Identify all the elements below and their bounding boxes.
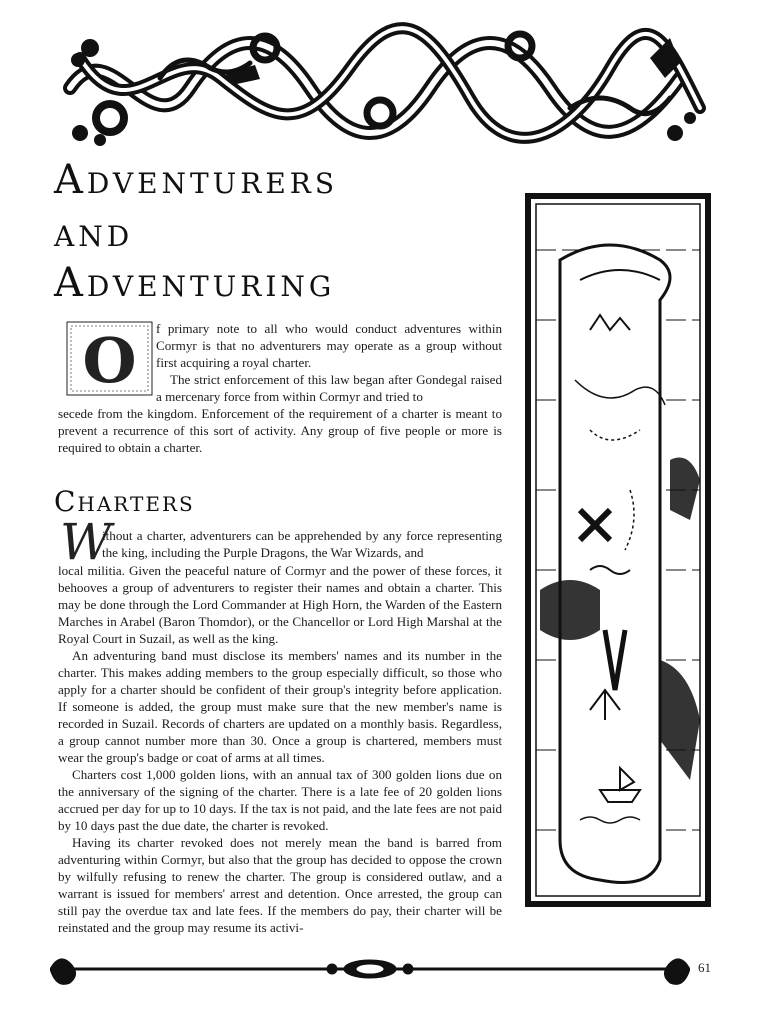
page-title-line-2: and	[54, 210, 134, 256]
intro-paragraph-1: f primary note to all who would conduct adventures within Cormyr is that no adventurers may operate as a group without first acquiring a royal charter.	[156, 321, 502, 370]
intro-paragraph-2-start: The strict enforcement of this law began after Gondegal raised a mercenary force from within Cormyr and tried to	[156, 372, 502, 404]
page-number: 61	[698, 960, 711, 975]
drop-cap-letter: O	[82, 324, 137, 397]
celtic-knot-banner	[50, 18, 718, 148]
drop-cap-w: W	[60, 513, 112, 571]
page-title-line-3: Adventuring	[54, 260, 336, 306]
illuminated-letter-icon	[65, 320, 154, 397]
intro-paragraph-2-end: secede from the kingdom. Enforcement of the requirement of a charter is meant to prevent a recurrence of this sort of activity. Any group of five people or more is required to obtain a charter.	[58, 406, 502, 455]
drop-cap-o	[65, 320, 154, 397]
scroll-map-illustration	[520, 190, 720, 910]
charters-paragraph-3: Charters cost 1,000 golden lions, with an annual tax of 300 golden lions due on the anniversary of the signing of the charter. There is a late fee of 20 golden lions accrued per day for up to 10 days. If the tax is not paid, and the late fees are not paid by 10 days past the due date, the charter is revoked.	[58, 767, 502, 833]
charters-paragraph-1-end: local militia. Given the peaceful nature of Cormyr and the power of these forces, it behooves a group of adventurers to register their names and obtain a charter. This may be done through the Lord Commander at High Horn, the Warden of the Eastern Marches in Arabel (Baron Thomdor), or the Chancellor or Lord High Marshal at the Royal Court in Suzail, as well as the king.	[58, 563, 502, 646]
charters-paragraph-2: An adventuring band must disclose its members' names and its number in the charter. This makes adding members to the group especially difficult, so those who apply for a charter should be confident of their group's integrity before application. If someone is added, the group must make sure that the new member's name is recorded in Suzail. Records of charters are updated on a monthly basis. Regardless, a group cannot number more than 30. Once a group is chartered, members must wear the group's badge or coat of arms at all times.	[58, 648, 502, 765]
charters-body	[58, 562, 502, 936]
section-heading-charters: Charters	[54, 485, 195, 518]
charters-paragraph-4: Having its charter revoked does not merely mean the band is barred from adventuring within Cormyr, but also that the group has decided to oppose the crown by wilfully refusing to renew the charter. The group is considered outlaw, and a warrant is issued for members' arrest and detention. Once arrested, the group can still pay the overdue tax and late fees. If the members do pay, their charter will be reinstated and the group may resume its activi-	[58, 835, 502, 935]
page-title-line-1: Adventurers	[54, 157, 339, 203]
decorative-rule-bottom	[50, 948, 690, 990]
charters-paragraph-1-start: ithout a charter, adventurers can be apprehended by any force representing the king, including the Purple Dragons, the War Wizards, and	[102, 528, 502, 560]
